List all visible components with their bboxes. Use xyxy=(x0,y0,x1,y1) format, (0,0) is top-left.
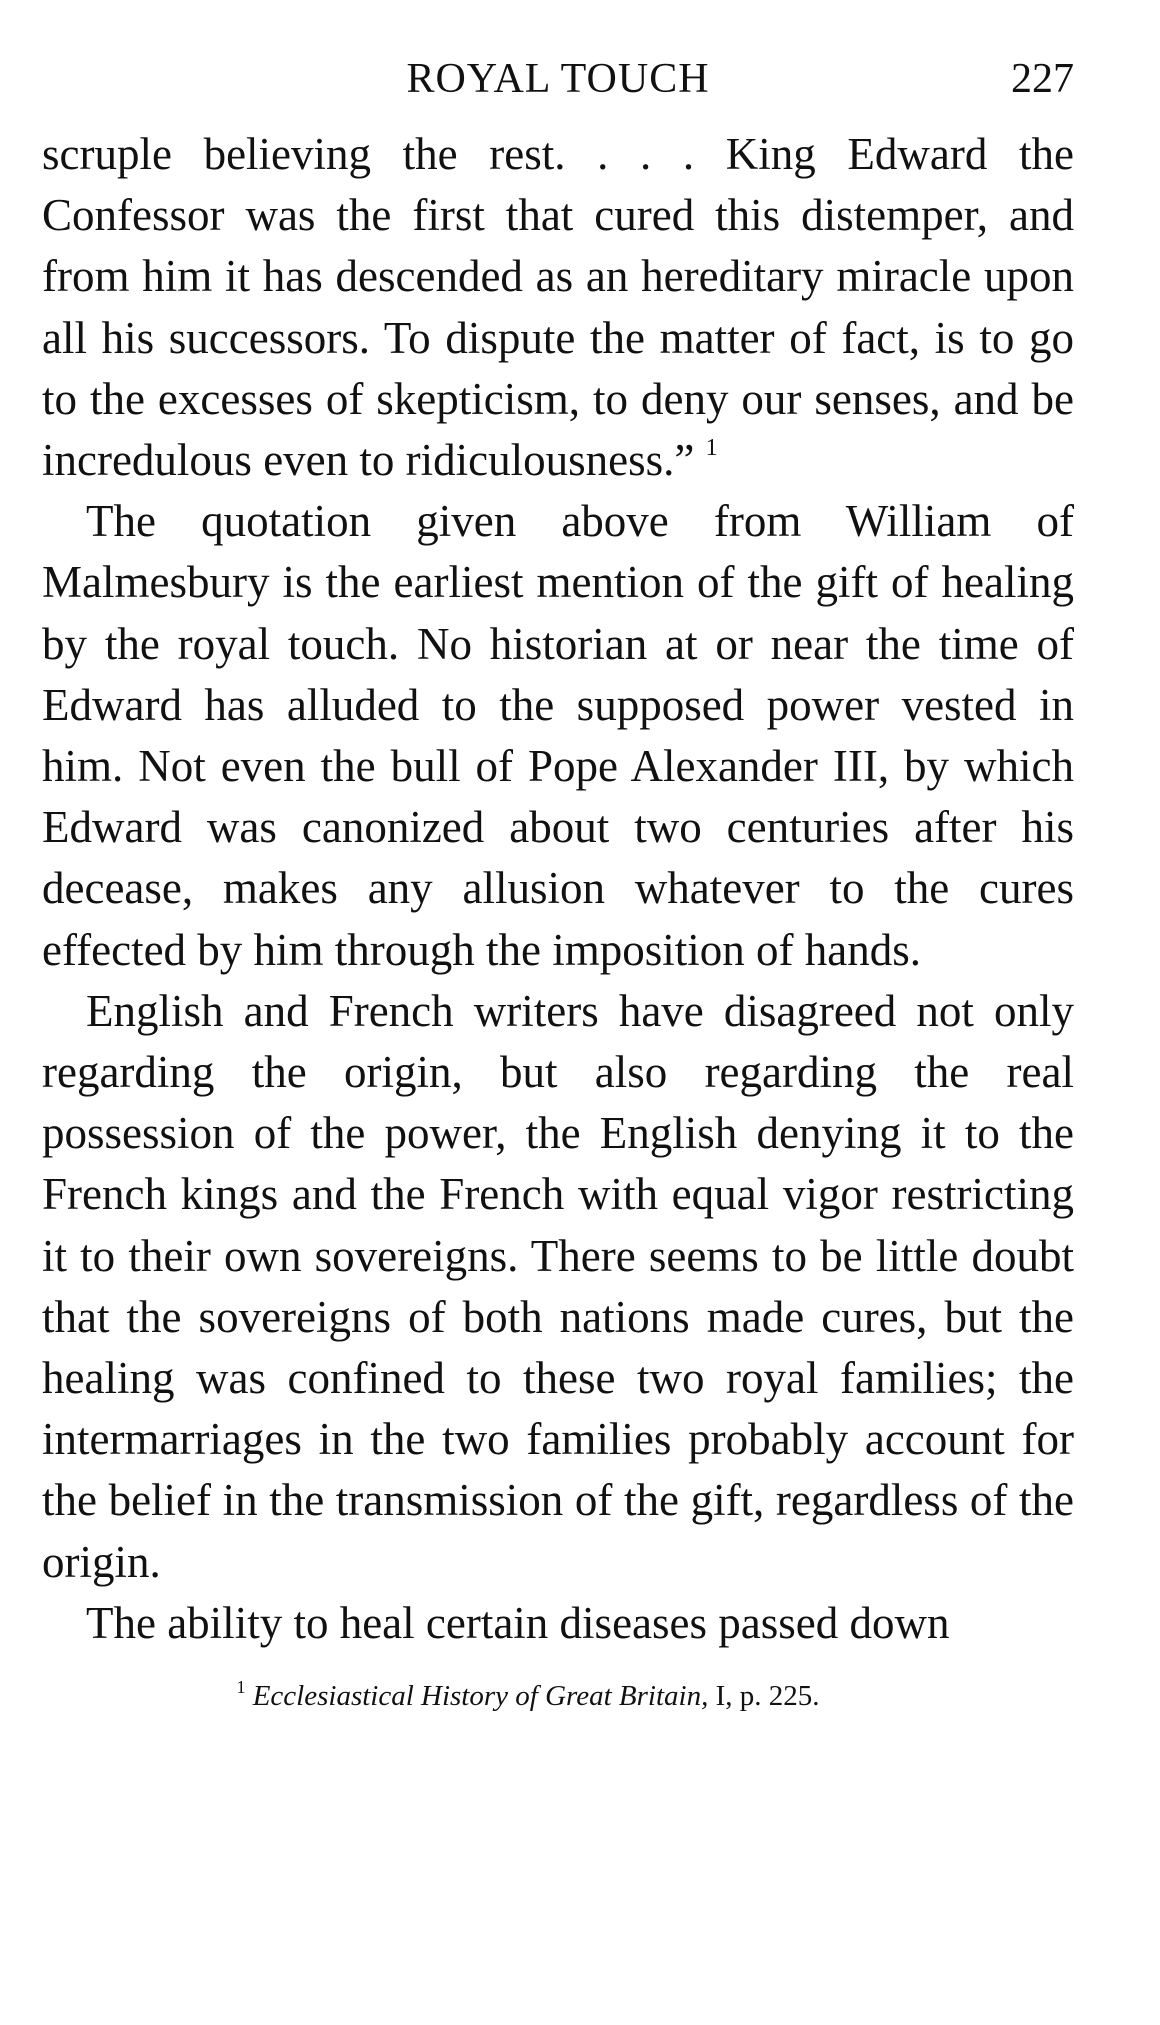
running-head: ROYAL TOUCH xyxy=(406,56,710,102)
paragraph: The quotation given above from William of Malmesbury is the earliest mention of the gift of healing by the royal touch. No historian at or near the time of Edward has alluded to the supposed power vested in him. Not even the bull of Pope Alexander III, by which Edward was canonized about two centuries after his decease, makes any allusion whatever to the cures effected by him through the imposition of hands. xyxy=(42,496,1074,975)
footnote-citation: I, p. 225. xyxy=(708,1680,820,1713)
paragraph-continuation xyxy=(42,124,1074,491)
footnote-title: Ecclesiastical History of Great Britain, xyxy=(252,1680,709,1713)
paragraph: English and French writers have disagreed not only regarding the origin, but also regarding the real possession of the power, the English denying it to the French kings and the French with equal vigor restricting it to their own sovereigns. There seems to be little doubt that the sovereigns of both nations made cures, but the healing was confined to these two royal families; the intermarriages in the two families probably account for the belief in the transmission of the gift, regardless of the origin. xyxy=(42,985,1074,1587)
page-header xyxy=(42,48,1074,110)
paragraph-text: scruple believing the rest. . . . King Edward the Confessor was the first that cured this distemper, and from him it has descended as an hereditary miracle upon all his successors. To dispute the matter of fact, is to go to the excesses of skepticism, to deny our senses, and be incredulous even to ridiculousness.” xyxy=(42,129,1074,486)
footnote-reference: 1 xyxy=(705,435,718,462)
body-text xyxy=(42,124,1074,1654)
footnote xyxy=(42,1676,1074,1716)
paragraph: The ability to heal certain diseases passed down xyxy=(86,1597,950,1648)
footnote-mark: 1 xyxy=(236,1677,246,1698)
book-page xyxy=(42,48,1074,1716)
page-number: 227 xyxy=(1011,56,1074,102)
